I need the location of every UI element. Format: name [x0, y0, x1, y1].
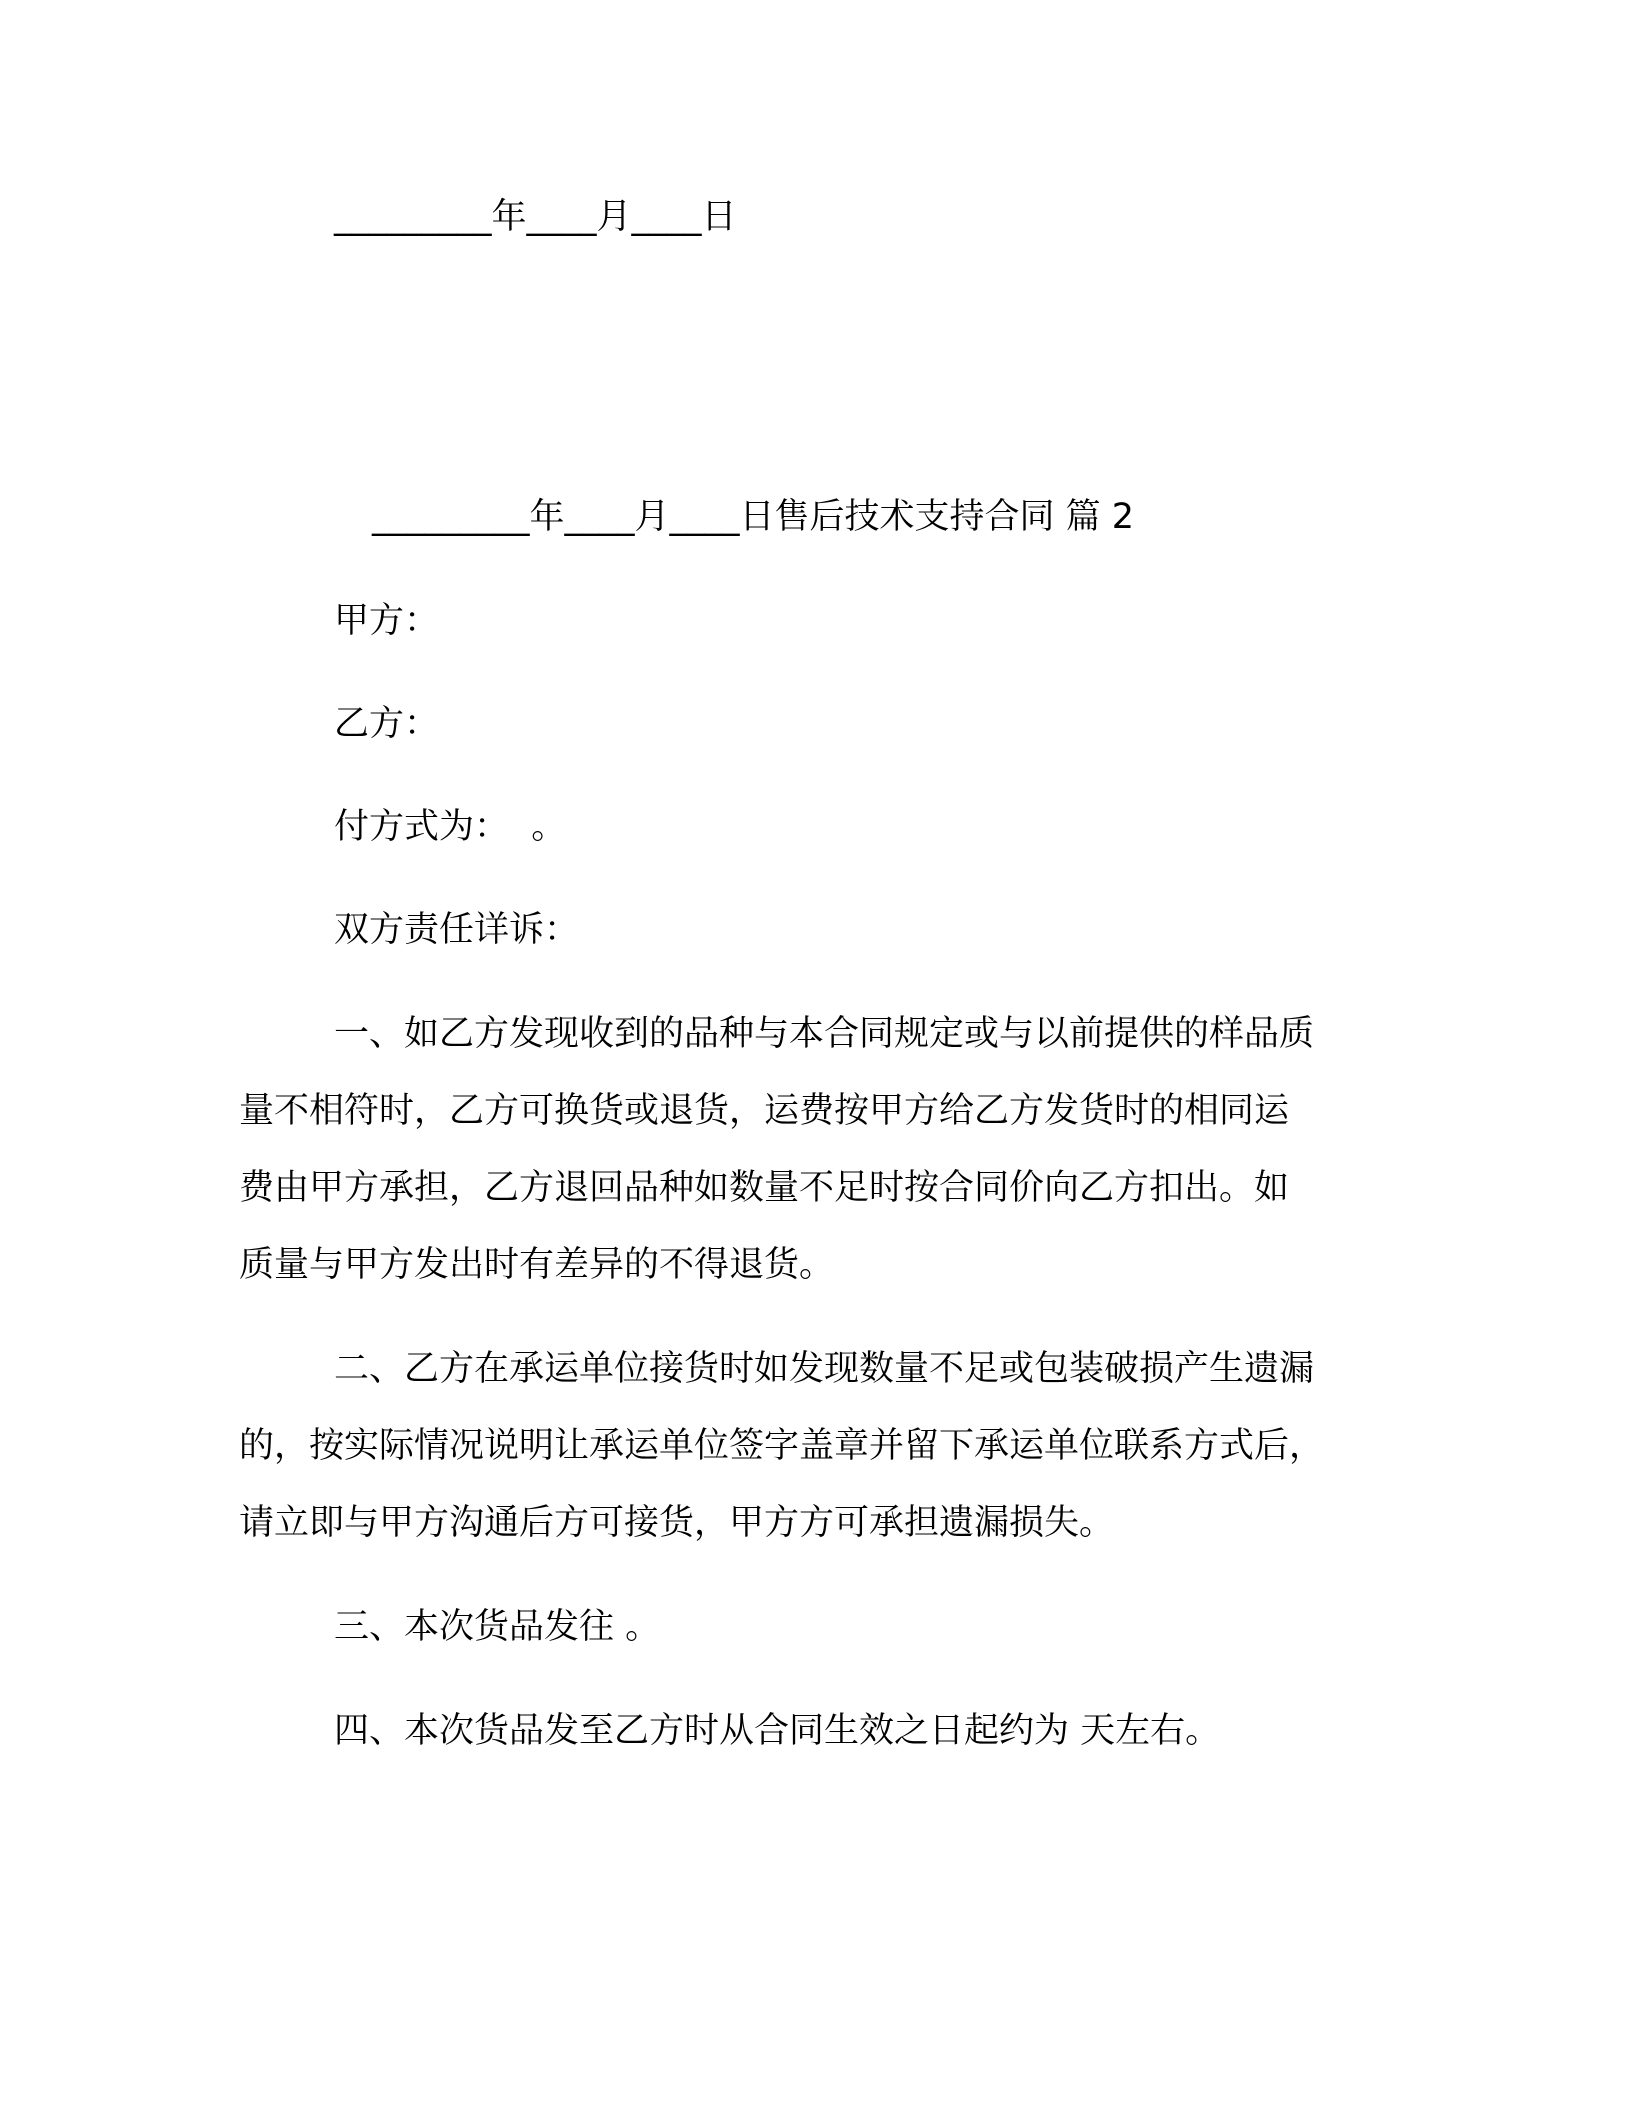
clause-1-line: 费由甲方承担，乙方退回品种如数量不足时按合同价向乙方扣出。如: [239, 1168, 1290, 1208]
clause-1-line: 质量与甲方发出时有差异的不得退货。: [239, 1245, 835, 1285]
clause-1-line: 一、如乙方发现收到的品种与本合同规定或与以前提供的样品质: [334, 1014, 1315, 1054]
party-a-label: 甲方：: [334, 601, 440, 641]
clause-2-line: 请立即与甲方沟通后方可接货，甲方方可承担遗漏损失。: [239, 1503, 1115, 1543]
payment-method: 付方式为： 。: [334, 807, 567, 847]
clause-2-line: 二、乙方在承运单位接货时如发现数量不足或包装破损产生遗漏: [334, 1349, 1315, 1389]
responsibilities-heading: 双方责任详诉：: [334, 910, 580, 950]
document-title: _________年____月____日售后技术支持合同 篇 2: [372, 497, 1135, 537]
party-b-label: 乙方：: [334, 704, 440, 744]
clause-1-line: 量不相符时，乙方可换货或退货，运费按甲方给乙方发货时的相同运: [239, 1091, 1290, 1131]
clause-3: 三、本次货品发往 。: [334, 1607, 661, 1647]
date-line: _________年____月____日: [334, 197, 737, 237]
clause-4: 四、本次货品发至乙方时从合同生效之日起约为 天左右。: [334, 1711, 1221, 1751]
clause-2-line: 的，按实际情况说明让承运单位签字盖章并留下承运单位联系方式后，: [239, 1426, 1325, 1466]
